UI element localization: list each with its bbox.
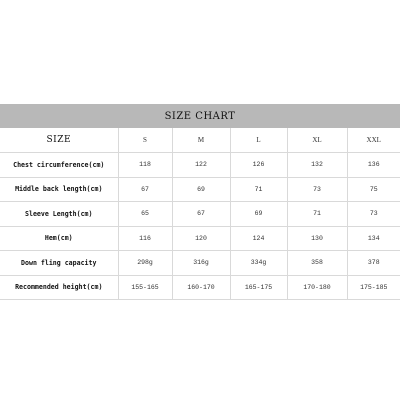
table-cell: 73 <box>347 202 400 227</box>
table-cell: 71 <box>287 202 347 227</box>
table-cell: 175-185 <box>347 275 400 300</box>
table-cell: 118 <box>118 153 172 178</box>
table-cell: 170-180 <box>287 275 347 300</box>
size-header-row <box>0 128 400 153</box>
table-cell: 126 <box>230 153 287 178</box>
size-chart-table <box>0 128 400 300</box>
table-cell: 69 <box>230 202 287 227</box>
table-row-hem <box>0 226 400 251</box>
table-cell: 358 <box>287 251 347 276</box>
row-label-sleeve: Sleeve Length(cm) <box>0 202 118 227</box>
table-cell: 75 <box>347 177 400 202</box>
size-header-xl: XL <box>287 128 347 153</box>
table-row-back-length <box>0 177 400 202</box>
size-chart-title: SIZE CHART <box>0 104 400 128</box>
row-label-hem: Hem(cm) <box>0 226 118 251</box>
row-label-down-fill: Down fling capacity <box>0 251 118 276</box>
table-cell: 334g <box>230 251 287 276</box>
table-row-height <box>0 275 400 300</box>
table-cell: 69 <box>172 177 230 202</box>
table-cell: 124 <box>230 226 287 251</box>
table-cell: 67 <box>118 177 172 202</box>
table-row-chest <box>0 153 400 178</box>
table-cell: 132 <box>287 153 347 178</box>
table-cell: 155-165 <box>118 275 172 300</box>
table-cell: 67 <box>172 202 230 227</box>
table-cell: 65 <box>118 202 172 227</box>
table-cell: 130 <box>287 226 347 251</box>
size-header-xxl: XXL <box>347 128 400 153</box>
size-header-label: SIZE <box>0 128 118 153</box>
table-cell: 116 <box>118 226 172 251</box>
table-cell: 122 <box>172 153 230 178</box>
row-label-chest: Chest circumference(cm) <box>0 153 118 178</box>
table-cell: 120 <box>172 226 230 251</box>
table-cell: 160-170 <box>172 275 230 300</box>
table-cell: 298g <box>118 251 172 276</box>
table-cell: 316g <box>172 251 230 276</box>
table-row-sleeve <box>0 202 400 227</box>
row-label-height: Recommended height(cm) <box>0 275 118 300</box>
size-header-s: S <box>118 128 172 153</box>
table-cell: 71 <box>230 177 287 202</box>
table-cell: 134 <box>347 226 400 251</box>
table-cell: 165-175 <box>230 275 287 300</box>
table-cell: 378 <box>347 251 400 276</box>
table-cell: 136 <box>347 153 400 178</box>
table-row-down-fill <box>0 251 400 276</box>
size-header-l: L <box>230 128 287 153</box>
table-cell: 73 <box>287 177 347 202</box>
row-label-back-length: Middle back length(cm) <box>0 177 118 202</box>
size-header-m: M <box>172 128 230 153</box>
